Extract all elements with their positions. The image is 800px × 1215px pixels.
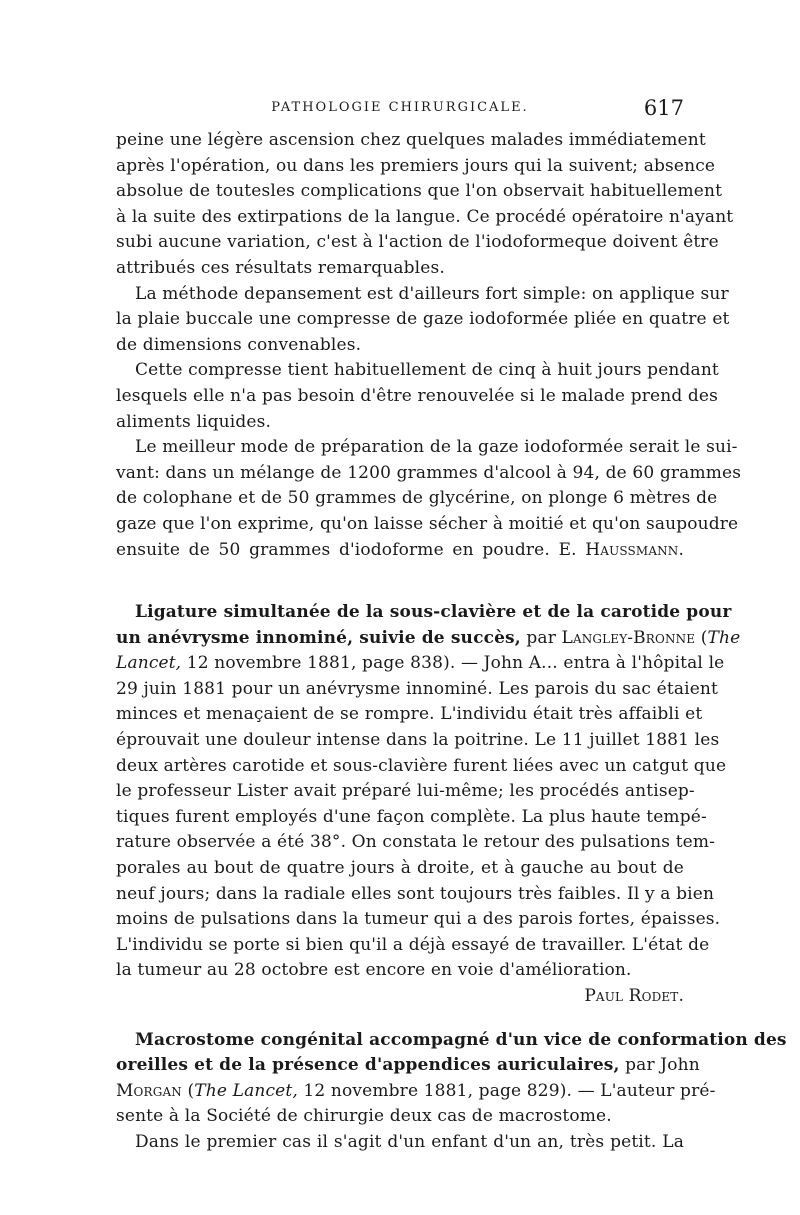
text-line: éprouvait une douleur intense dans la poitrine. Le 11 juillet 1881 les [116,730,720,751]
text-line: tiques furent employés d'une façon complète. La plus haute tempé- [116,806,707,827]
text-line [116,626,741,652]
journal-name: The [707,627,741,648]
text-fragment: 12 novembre 1881, page 838). — John A... entra à l'hôpital le [181,653,725,674]
paragraph-gauze-preparation [116,435,742,563]
text-line [116,651,725,677]
text-fragment: 12 novembre 1881, page 829). — L'auteur pré- [297,1080,716,1101]
text-fragment: par John [619,1055,700,1076]
text-line: à la suite des extirpations de la langue. Ce procédé opératoire n'ayant [116,206,734,227]
paragraph-compress-duration [116,358,719,435]
text-fragment: ensuite de 50 grammes d'iodoforme en poudre. [116,539,550,560]
text-fragment: par [520,627,562,648]
page-body [116,128,787,1156]
text-line: neuf jours; dans la radiale elles sont toujours très faibles. Il y a bien [116,883,715,904]
text-line: de colophane et de 50 grammes de glycérine, on plonge 6 mètres de [116,488,718,509]
page-number: 617 [643,96,684,120]
article-ligature-subclavian [116,600,741,1010]
article-title-fragment: oreilles et de la présence d'appendices auriculaires, [116,1055,620,1076]
text-line: attribués ces résultats remarquables. [116,257,445,278]
running-title: PATHOLOGIE CHIRURGICALE. [271,100,529,115]
text-line: lesquels elle n'a pas besoin d'être renouvelée si le malade prend des [116,385,719,406]
paragraph-dressing-method [116,282,730,359]
text-line: le professeur Lister avait préparé lui-même; les procédés antisep- [116,781,695,802]
section-gap [116,1010,684,1028]
page-header [116,96,684,122]
text-line: 29 juin 1881 pour un anévrysme innominé. Les parois du sac étaient [116,678,718,699]
article-title-fragment: un anévrysme innominé, suivie de succès, [116,627,521,648]
text-line: gaze que l'on exprime, qu'on laisse sécher à moitié et qu'on saupoudre [116,513,739,534]
text-line: la plaie buccale une compresse de gaze iodoformée pliée en quatre et [116,309,730,330]
text-line [116,538,684,564]
text-line: La méthode depansement est d'ailleurs fort simple: on applique sur [135,283,729,304]
author-name: Langley-Bronne [561,627,696,648]
text-fragment: ( [181,1080,195,1101]
author-name: Morgan [116,1080,182,1101]
text-line: sente à la Société de chirurgie deux cas de macrostome. [116,1106,612,1127]
text-line [116,1053,700,1079]
section-gap [116,563,684,600]
text-line: Cette compresse tient habituellement de cinq à huit jours pendant [135,360,719,381]
text-line: absolue de toutesles complications que l'on observait habituellement [116,181,723,202]
journal-name: The Lancet, [194,1080,298,1101]
paragraph-iodoform-results [116,128,734,282]
text-line: minces et menaçaient de se rompre. L'individu était très affaibli et [116,704,703,725]
text-line: moins de pulsations dans la tumeur qui a des parois fortes, épaisses. [116,909,721,930]
text-line: peine une légère ascension chez quelques malades immédiatement [116,130,706,150]
text-line: Dans le premier cas il s'agit d'un enfant d'un an, très petit. La [135,1131,684,1152]
text-line: après l'opération, ou dans les premiers jours qui la suivent; absence [116,155,716,176]
article-macrostome [116,1028,787,1156]
text-line: L'individu se porte si bien qu'il a déjà essayé de travailler. L'état de [116,934,710,955]
text-line: rature observée a été 38°. On constata le retour des pulsations tem- [116,832,716,853]
text-line [116,1079,716,1105]
text-line: deux artères carotide et sous-clavière furent liées avec un catgut que [116,755,727,776]
article-title-line: Ligature simultanée de la sous-clavière et de la carotide pour [135,602,732,623]
text-line: la tumeur au 28 octobre est encore en voie d'amélioration. [116,960,632,981]
text-line: subi aucune variation, c'est à l'action de l'iodoformeque doivent être [116,232,719,253]
journal-name: Lancet, [116,653,182,674]
text-line: porales au bout de quatre jours à droite, et à gauche au bout de [116,858,684,879]
article-title-line: Macrostome congénital accompagné d'un vice de conformation des [135,1029,787,1050]
text-line: aliments liquides. [116,411,272,432]
author-signature: Paul Rodet. [584,986,684,1006]
text-line: de dimensions convenables. [116,334,362,355]
text-fragment: ( [695,627,708,648]
author-signature: E. Haussmann. [558,539,684,560]
text-line: Le meilleur mode de préparation de la gaze iodoformée serait le sui- [135,437,738,458]
text-line: vant: dans un mélange de 1200 grammes d'alcool à 94, de 60 grammes [116,462,742,483]
